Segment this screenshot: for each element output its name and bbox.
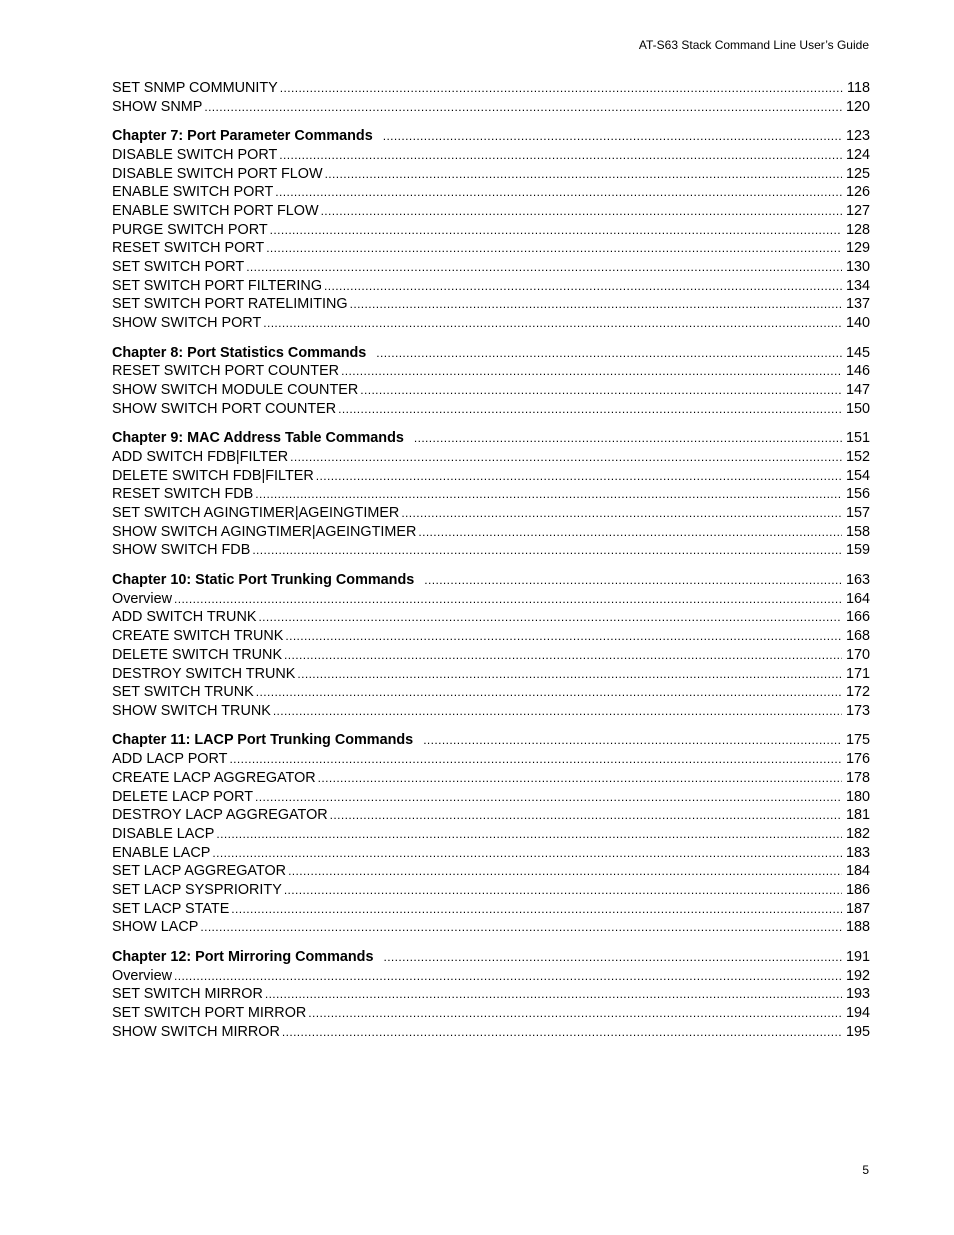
- toc-section: [112, 344, 870, 419]
- dot-leader: [266, 239, 842, 258]
- dot-leader: [265, 985, 842, 1004]
- toc-entry[interactable]: [112, 608, 870, 627]
- toc-entry[interactable]: [112, 788, 870, 807]
- toc-chapter-entry[interactable]: [112, 344, 870, 363]
- entry-page-number: 192: [845, 967, 870, 984]
- entry-page-number: 127: [845, 203, 870, 220]
- entry-title: SHOW SWITCH FDB: [112, 542, 251, 559]
- entry-title: SHOW SWITCH MODULE COUNTER: [112, 382, 359, 399]
- dot-leader: [360, 381, 842, 400]
- toc-entry[interactable]: [112, 646, 870, 665]
- dot-leader: [418, 523, 842, 542]
- entry-title: SET SWITCH AGINGTIMER|AGEINGTIMER: [112, 505, 400, 522]
- toc-entry[interactable]: [112, 750, 870, 769]
- entry-title: DESTROY LACP AGGREGATOR: [112, 807, 328, 824]
- entry-page-number: 145: [845, 344, 870, 361]
- entry-title: ADD LACP PORT: [112, 751, 228, 768]
- toc-section: [112, 429, 870, 560]
- dot-leader: [282, 1023, 842, 1042]
- toc-entry[interactable]: [112, 258, 870, 277]
- toc-section: [112, 731, 870, 937]
- entry-page-number: 178: [845, 769, 870, 786]
- entry-page-number: 123: [845, 128, 870, 145]
- entry-page-number: 120: [845, 98, 870, 115]
- chapter-title: Chapter 12: Port Mirroring Commands: [112, 948, 374, 965]
- entry-page-number: 168: [845, 628, 870, 645]
- dot-leader: [279, 146, 842, 165]
- entry-title: SET LACP AGGREGATOR: [112, 863, 287, 880]
- dot-leader: [414, 429, 842, 448]
- entry-title: ENABLE SWITCH PORT FLOW: [112, 203, 319, 220]
- dot-leader: [284, 881, 842, 900]
- entry-page-number: 186: [845, 881, 870, 898]
- dot-leader: [321, 202, 842, 221]
- entry-page-number: 194: [845, 1004, 870, 1021]
- toc-entry[interactable]: [112, 448, 870, 467]
- entry-page-number: 188: [845, 919, 870, 936]
- dot-leader: [174, 590, 842, 609]
- dot-leader: [231, 900, 842, 919]
- toc-section: [112, 571, 870, 721]
- entry-page-number: 182: [845, 825, 870, 842]
- toc-entry[interactable]: [112, 825, 870, 844]
- entry-page-number: 180: [845, 788, 870, 805]
- dot-leader: [308, 1004, 842, 1023]
- entry-page-number: 187: [845, 900, 870, 917]
- toc-entry[interactable]: [112, 183, 870, 202]
- entry-title: RESET SWITCH PORT COUNTER: [112, 363, 340, 380]
- dot-leader: [423, 731, 842, 750]
- toc-chapter-entry[interactable]: [112, 429, 870, 448]
- dot-leader: [383, 127, 842, 146]
- entry-page-number: 140: [845, 315, 870, 332]
- entry-title: DESTROY SWITCH TRUNK: [112, 665, 296, 682]
- entry-title: SET SWITCH PORT RATELIMITING: [112, 296, 348, 313]
- entry-title: Overview: [112, 590, 172, 607]
- running-header: AT-S63 Stack Command Line User’s Guide: [638, 38, 869, 52]
- entry-title: DISABLE SWITCH PORT FLOW: [112, 165, 323, 182]
- entry-title: SET SNMP COMMUNITY: [112, 80, 278, 96]
- dot-leader: [401, 504, 842, 523]
- entry-title: SHOW SNMP: [112, 98, 203, 115]
- entry-title: SET LACP STATE: [112, 900, 230, 917]
- dot-leader: [350, 295, 842, 314]
- chapter-title: Chapter 11: LACP Port Trunking Commands: [112, 732, 414, 749]
- dot-leader: [376, 344, 842, 363]
- entry-title: DELETE SWITCH TRUNK: [112, 646, 283, 663]
- entry-page-number: 150: [845, 400, 870, 417]
- toc-entry[interactable]: [112, 881, 870, 900]
- entry-page-number: 126: [845, 184, 870, 201]
- toc-entry[interactable]: [112, 702, 870, 721]
- entry-page-number: 147: [845, 382, 870, 399]
- entry-title: SET SWITCH PORT FILTERING: [112, 277, 323, 294]
- entry-title: ADD SWITCH TRUNK: [112, 609, 257, 626]
- toc-entry[interactable]: [112, 806, 870, 825]
- entry-page-number: 157: [845, 505, 870, 522]
- toc-entry[interactable]: [112, 967, 870, 986]
- toc-entry[interactable]: [112, 98, 870, 117]
- toc-entry[interactable]: [112, 362, 870, 381]
- toc-section: [112, 948, 870, 1041]
- entry-title: PURGE SWITCH PORT: [112, 221, 268, 238]
- entry-title: DELETE SWITCH FDB|FILTER: [112, 467, 314, 484]
- dot-leader: [280, 79, 843, 98]
- dot-leader: [318, 769, 842, 788]
- toc-chapter-entry[interactable]: [112, 127, 870, 146]
- toc-entry[interactable]: [112, 665, 870, 684]
- entry-page-number: 176: [845, 751, 870, 768]
- dot-leader: [383, 948, 842, 967]
- dot-leader: [316, 467, 842, 486]
- entry-title: DISABLE LACP: [112, 825, 215, 842]
- entry-page-number: 134: [845, 277, 870, 294]
- toc-entry[interactable]: [112, 985, 870, 1004]
- toc-section: [112, 127, 870, 333]
- entry-title: ADD SWITCH FDB|FILTER: [112, 449, 289, 466]
- entry-title: SHOW SWITCH PORT: [112, 315, 262, 332]
- entry-page-number: 151: [845, 430, 870, 447]
- page-number: 5: [862, 1163, 869, 1177]
- dot-leader: [284, 646, 842, 665]
- dot-leader: [255, 788, 842, 807]
- toc-entry[interactable]: [112, 523, 870, 542]
- entry-page-number: 125: [845, 165, 870, 182]
- entry-title: SET SWITCH PORT MIRROR: [112, 1004, 307, 1021]
- toc-entry[interactable]: [112, 541, 870, 560]
- toc-entry[interactable]: [112, 1023, 870, 1042]
- chapter-title: Chapter 7: Port Parameter Commands: [112, 128, 373, 145]
- entry-title: SET SWITCH PORT: [112, 259, 245, 276]
- toc-entry[interactable]: [112, 467, 870, 486]
- entry-page-number: 137: [845, 296, 870, 313]
- toc-chapter-entry[interactable]: [112, 571, 870, 590]
- dot-leader: [285, 627, 842, 646]
- entry-title: DISABLE SWITCH PORT: [112, 146, 278, 163]
- toc-entry[interactable]: [112, 295, 870, 314]
- entry-page-number: 172: [845, 684, 870, 701]
- toc-entry[interactable]: [112, 590, 870, 609]
- toc-entry[interactable]: [112, 862, 870, 881]
- entry-title: RESET SWITCH FDB: [112, 486, 254, 503]
- dot-leader: [212, 844, 842, 863]
- dot-leader: [246, 258, 842, 277]
- toc-entry[interactable]: [112, 221, 870, 240]
- toc-entry[interactable]: [112, 277, 870, 296]
- toc-entry[interactable]: [112, 844, 870, 863]
- dot-leader: [290, 448, 842, 467]
- toc-section: [112, 79, 870, 116]
- entry-page-number: 158: [845, 523, 870, 540]
- toc-entry[interactable]: [112, 165, 870, 184]
- toc-entry[interactable]: [112, 146, 870, 165]
- entry-title: SET SWITCH MIRROR: [112, 986, 263, 1003]
- entry-title: SHOW SWITCH AGINGTIMER|AGEINGTIMER: [112, 523, 417, 540]
- entry-title: ENABLE SWITCH PORT: [112, 184, 274, 201]
- table-of-contents: [112, 79, 870, 1052]
- entry-page-number: 146: [845, 363, 870, 380]
- toc-entry[interactable]: [112, 202, 870, 221]
- chapter-title: Chapter 8: Port Statistics Commands: [112, 344, 367, 361]
- chapter-title: Chapter 9: MAC Address Table Commands: [112, 430, 404, 447]
- toc-entry[interactable]: [112, 683, 870, 702]
- toc-chapter-entry[interactable]: [112, 731, 870, 750]
- dot-leader: [270, 221, 842, 240]
- entry-page-number: 171: [845, 665, 870, 682]
- dot-leader: [258, 608, 842, 627]
- entry-title: ENABLE LACP: [112, 844, 211, 861]
- toc-entry[interactable]: [112, 400, 870, 419]
- entry-title: CREATE LACP AGGREGATOR: [112, 769, 316, 786]
- dot-leader: [275, 183, 842, 202]
- chapter-title: Chapter 10: Static Port Trunking Commands: [112, 572, 415, 589]
- entry-page-number: 181: [845, 807, 870, 824]
- entry-page-number: 154: [845, 467, 870, 484]
- entry-page-number: 193: [845, 986, 870, 1003]
- entry-page-number: 159: [845, 542, 870, 559]
- entry-page-number: 166: [845, 609, 870, 626]
- toc-entry[interactable]: [112, 381, 870, 400]
- entry-page-number: 164: [845, 590, 870, 607]
- dot-leader: [255, 485, 842, 504]
- toc-entry[interactable]: [112, 239, 870, 258]
- entry-page-number: 173: [845, 702, 870, 719]
- dot-leader: [204, 98, 842, 117]
- entry-page-number: 184: [845, 863, 870, 880]
- toc-entry[interactable]: [112, 1004, 870, 1023]
- toc-entry[interactable]: [112, 485, 870, 504]
- dot-leader: [338, 400, 842, 419]
- dot-leader: [252, 541, 842, 560]
- toc-chapter-entry[interactable]: [112, 948, 870, 967]
- entry-title: Overview: [112, 967, 172, 984]
- dot-leader: [325, 165, 842, 184]
- dot-leader: [297, 665, 842, 684]
- toc-entry[interactable]: [112, 504, 870, 523]
- dot-leader: [324, 277, 842, 296]
- toc-entry[interactable]: [112, 79, 870, 98]
- entry-title: SHOW SWITCH TRUNK: [112, 702, 271, 719]
- toc-entry[interactable]: [112, 627, 870, 646]
- entry-page-number: 175: [845, 732, 870, 749]
- entry-page-number: 163: [845, 572, 870, 589]
- dot-leader: [216, 825, 842, 844]
- entry-title: SET LACP SYSPRIORITY: [112, 881, 282, 898]
- entry-page-number: 156: [845, 486, 870, 503]
- entry-title: SHOW SWITCH PORT COUNTER: [112, 400, 337, 417]
- toc-entry[interactable]: [112, 900, 870, 919]
- entry-title: CREATE SWITCH TRUNK: [112, 628, 284, 645]
- toc-entry[interactable]: [112, 769, 870, 788]
- entry-page-number: 124: [845, 146, 870, 163]
- entry-page-number: 170: [845, 646, 870, 663]
- toc-entry[interactable]: [112, 918, 870, 937]
- dot-leader: [330, 806, 842, 825]
- entry-page-number: 128: [845, 221, 870, 238]
- entry-title: SHOW SWITCH MIRROR: [112, 1023, 280, 1040]
- entry-page-number: 129: [845, 240, 870, 257]
- entry-page-number: 118: [847, 80, 870, 96]
- dot-leader: [288, 862, 842, 881]
- entry-title: DELETE LACP PORT: [112, 788, 254, 805]
- entry-page-number: 152: [845, 449, 870, 466]
- toc-entry[interactable]: [112, 314, 870, 333]
- dot-leader: [263, 314, 842, 333]
- dot-leader: [256, 683, 842, 702]
- entry-page-number: 191: [845, 948, 870, 965]
- dot-leader: [229, 750, 842, 769]
- entry-page-number: 130: [845, 259, 870, 276]
- dot-leader: [273, 702, 842, 721]
- entry-title: SET SWITCH TRUNK: [112, 684, 254, 701]
- dot-leader: [424, 571, 842, 590]
- dot-leader: [174, 967, 842, 986]
- dot-leader: [341, 362, 842, 381]
- entry-title: SHOW LACP: [112, 919, 199, 936]
- entry-title: RESET SWITCH PORT: [112, 240, 265, 257]
- dot-leader: [200, 918, 842, 937]
- entry-page-number: 183: [845, 844, 870, 861]
- entry-page-number: 195: [845, 1023, 870, 1040]
